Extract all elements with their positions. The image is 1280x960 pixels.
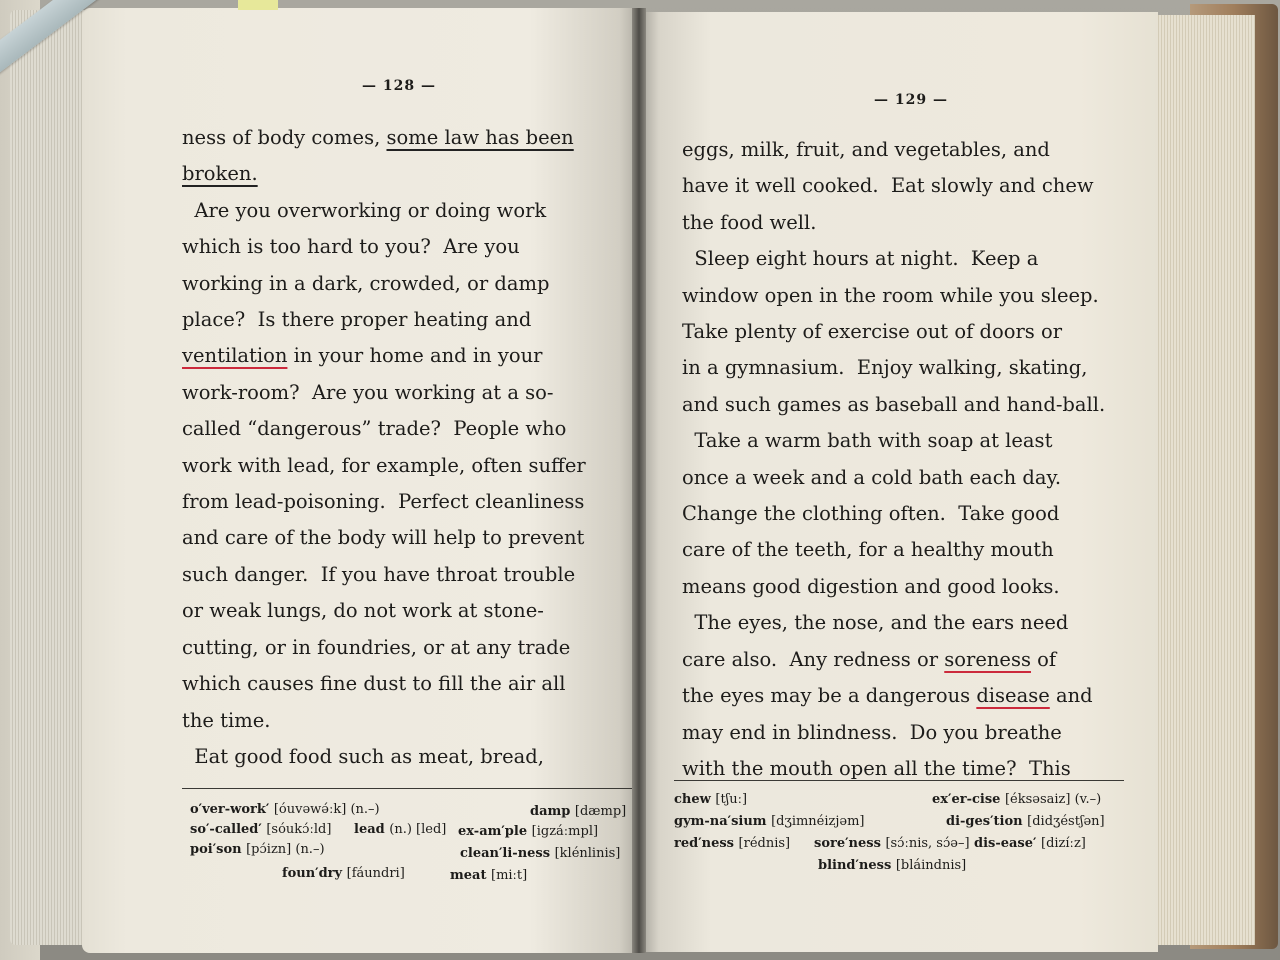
book-gutter bbox=[632, 8, 646, 953]
text-run: Change the clothing often. Take good bbox=[682, 502, 1060, 526]
text-run: or weak lungs, do not work at stone- bbox=[182, 599, 544, 623]
highlighted-word: disease bbox=[976, 684, 1050, 708]
highlighted-word: ventilation bbox=[182, 344, 288, 368]
gloss-entry: poi′son [pɔ́izn] (n.–) bbox=[190, 842, 325, 857]
text-line bbox=[682, 350, 1126, 386]
text-line bbox=[682, 387, 1126, 423]
gloss-entry: ex′er-cise [éksəsaiz] (v.–) bbox=[932, 792, 1102, 807]
underlined-phrase: broken. bbox=[182, 162, 258, 186]
text-run: Are you overworking or doing work bbox=[182, 198, 547, 222]
footnote-rule bbox=[182, 788, 632, 789]
text-line bbox=[182, 266, 630, 302]
text-line bbox=[182, 520, 630, 556]
text-line bbox=[182, 593, 630, 629]
gloss-entry: sore′ness [sɔ́ːnis, sɔ́ə–] bbox=[814, 836, 970, 851]
gloss-entry: ex-am′ple [igzáːmpl] bbox=[458, 824, 599, 839]
text-run: work with lead, for example, often suffer bbox=[182, 453, 586, 477]
text-run: cutting, or in foundries, or at any trade bbox=[182, 635, 571, 659]
text-run: and care of the body will help to prevent bbox=[182, 526, 585, 550]
text-line bbox=[182, 120, 630, 156]
text-line bbox=[182, 630, 630, 666]
text-run: and such games as baseball and hand-ball. bbox=[682, 392, 1106, 416]
text-line bbox=[682, 678, 1126, 714]
gloss-entry: chew [tʃuː] bbox=[674, 792, 748, 807]
text-line bbox=[682, 751, 1126, 787]
text-run: which is too hard to you? Are you bbox=[182, 235, 520, 259]
text-line bbox=[682, 423, 1126, 459]
text-run: of bbox=[1030, 647, 1057, 671]
text-run: the eyes may be a dangerous bbox=[682, 684, 977, 708]
text-run: eggs, milk, fruit, and vegetables, and bbox=[682, 138, 1050, 161]
text-run: once a week and a cold bath each day. bbox=[682, 465, 1062, 489]
text-run: ness of body comes, bbox=[182, 126, 387, 149]
text-run: care of the teeth, for a healthy mouth bbox=[682, 538, 1054, 562]
text-line bbox=[682, 132, 1126, 168]
page-number: — 129 — bbox=[874, 92, 948, 108]
text-line bbox=[182, 229, 630, 265]
text-line bbox=[182, 302, 630, 338]
gloss-entry: di-ges′tion [didʒéstʃən] bbox=[946, 814, 1105, 829]
text-line bbox=[682, 241, 1126, 277]
gloss-entry: red′ness [rédnis] bbox=[674, 836, 791, 851]
text-run: means good digestion and good looks. bbox=[682, 574, 1060, 598]
gloss-entry: damp [dæmp] bbox=[530, 804, 627, 819]
highlighted-word: soreness bbox=[944, 647, 1031, 671]
text-line bbox=[182, 484, 630, 520]
glossary bbox=[190, 798, 630, 898]
gloss-entry: dis-ease′ [dizíːz] bbox=[974, 836, 1086, 851]
text-run: place? Is there proper heating and bbox=[182, 308, 532, 332]
text-line bbox=[682, 715, 1126, 751]
gloss-entry: foun′dry [fáundri] bbox=[282, 866, 405, 881]
text-run: and bbox=[1049, 684, 1093, 708]
gloss-entry: so′-called′ [sóukɔ́ːld] bbox=[190, 822, 332, 837]
text-line bbox=[182, 156, 630, 192]
underlined-phrase: some law has been bbox=[386, 126, 574, 149]
text-line bbox=[682, 642, 1126, 678]
text-run: Take a warm bath with soap at least bbox=[682, 429, 1053, 453]
text-run: with the mouth open all the time? This bbox=[682, 756, 1071, 780]
right-page bbox=[638, 12, 1158, 952]
text-run: Sleep eight hours at night. Keep a bbox=[682, 247, 1039, 271]
gloss-entry: clean′li-ness [klénlinis] bbox=[460, 846, 621, 861]
footnote-rule bbox=[674, 780, 1124, 781]
text-run: care also. Any redness or bbox=[682, 647, 945, 671]
text-run: such danger. If you have throat trouble bbox=[182, 562, 576, 586]
page-stack-left bbox=[10, 10, 90, 945]
text-run: Take plenty of exercise out of doors or bbox=[682, 320, 1063, 344]
gloss-entry: blind′ness [bláindnis] bbox=[818, 858, 967, 873]
text-run: have it well cooked. Eat slowly and chew bbox=[682, 174, 1094, 198]
text-line bbox=[182, 703, 630, 739]
gloss-entry: meat [miːt] bbox=[450, 868, 528, 883]
text-line bbox=[682, 569, 1126, 605]
text-line bbox=[182, 448, 630, 484]
text-line bbox=[182, 411, 630, 447]
text-line bbox=[682, 460, 1126, 496]
text-line bbox=[182, 557, 630, 593]
text-line bbox=[182, 193, 630, 229]
text-run: The eyes, the nose, and the ears need bbox=[682, 611, 1069, 635]
text-line bbox=[682, 314, 1126, 350]
text-line bbox=[682, 496, 1126, 532]
text-run: may end in blindness. Do you breathe bbox=[682, 720, 1062, 744]
glossary bbox=[674, 790, 1124, 890]
gloss-entry: gym-na′sium [dʒimnéizjəm] bbox=[674, 814, 865, 829]
sticky-note-tab bbox=[238, 0, 278, 10]
body-text bbox=[682, 132, 1126, 787]
text-run: from lead-poisoning. Perfect cleanliness bbox=[182, 490, 585, 514]
left-page bbox=[82, 8, 642, 953]
text-run: in a gymnasium. Enjoy walking, skating, bbox=[682, 356, 1088, 380]
text-run: which causes fine dust to fill the air all bbox=[182, 672, 566, 696]
text-run: window open in the room while you sleep. bbox=[682, 283, 1099, 307]
page-number: — 128 — bbox=[362, 78, 436, 94]
text-run: called “dangerous” trade? People who bbox=[182, 417, 567, 441]
text-line bbox=[182, 666, 630, 702]
text-line bbox=[182, 338, 630, 374]
page-stack-right bbox=[1150, 15, 1255, 945]
text-run: work-room? Are you working at a so- bbox=[182, 380, 554, 404]
text-line bbox=[682, 532, 1126, 568]
gloss-entry: lead (n.) [led] bbox=[354, 822, 447, 837]
text-line bbox=[682, 605, 1126, 641]
text-line bbox=[682, 168, 1126, 204]
text-line bbox=[682, 205, 1126, 241]
text-line bbox=[182, 375, 630, 411]
text-run: the time. bbox=[182, 708, 271, 732]
text-line bbox=[182, 739, 630, 775]
text-run: working in a dark, crowded, or damp bbox=[182, 271, 550, 295]
text-run: the food well. bbox=[682, 210, 817, 234]
text-run: Eat good food such as meat, bread, bbox=[182, 744, 544, 768]
gloss-entry: o′ver-work′ [óuvəwə́ːk] (n.–) bbox=[190, 802, 380, 817]
text-line bbox=[682, 278, 1126, 314]
body-text bbox=[182, 120, 630, 775]
text-run: in your home and in your bbox=[287, 344, 543, 368]
